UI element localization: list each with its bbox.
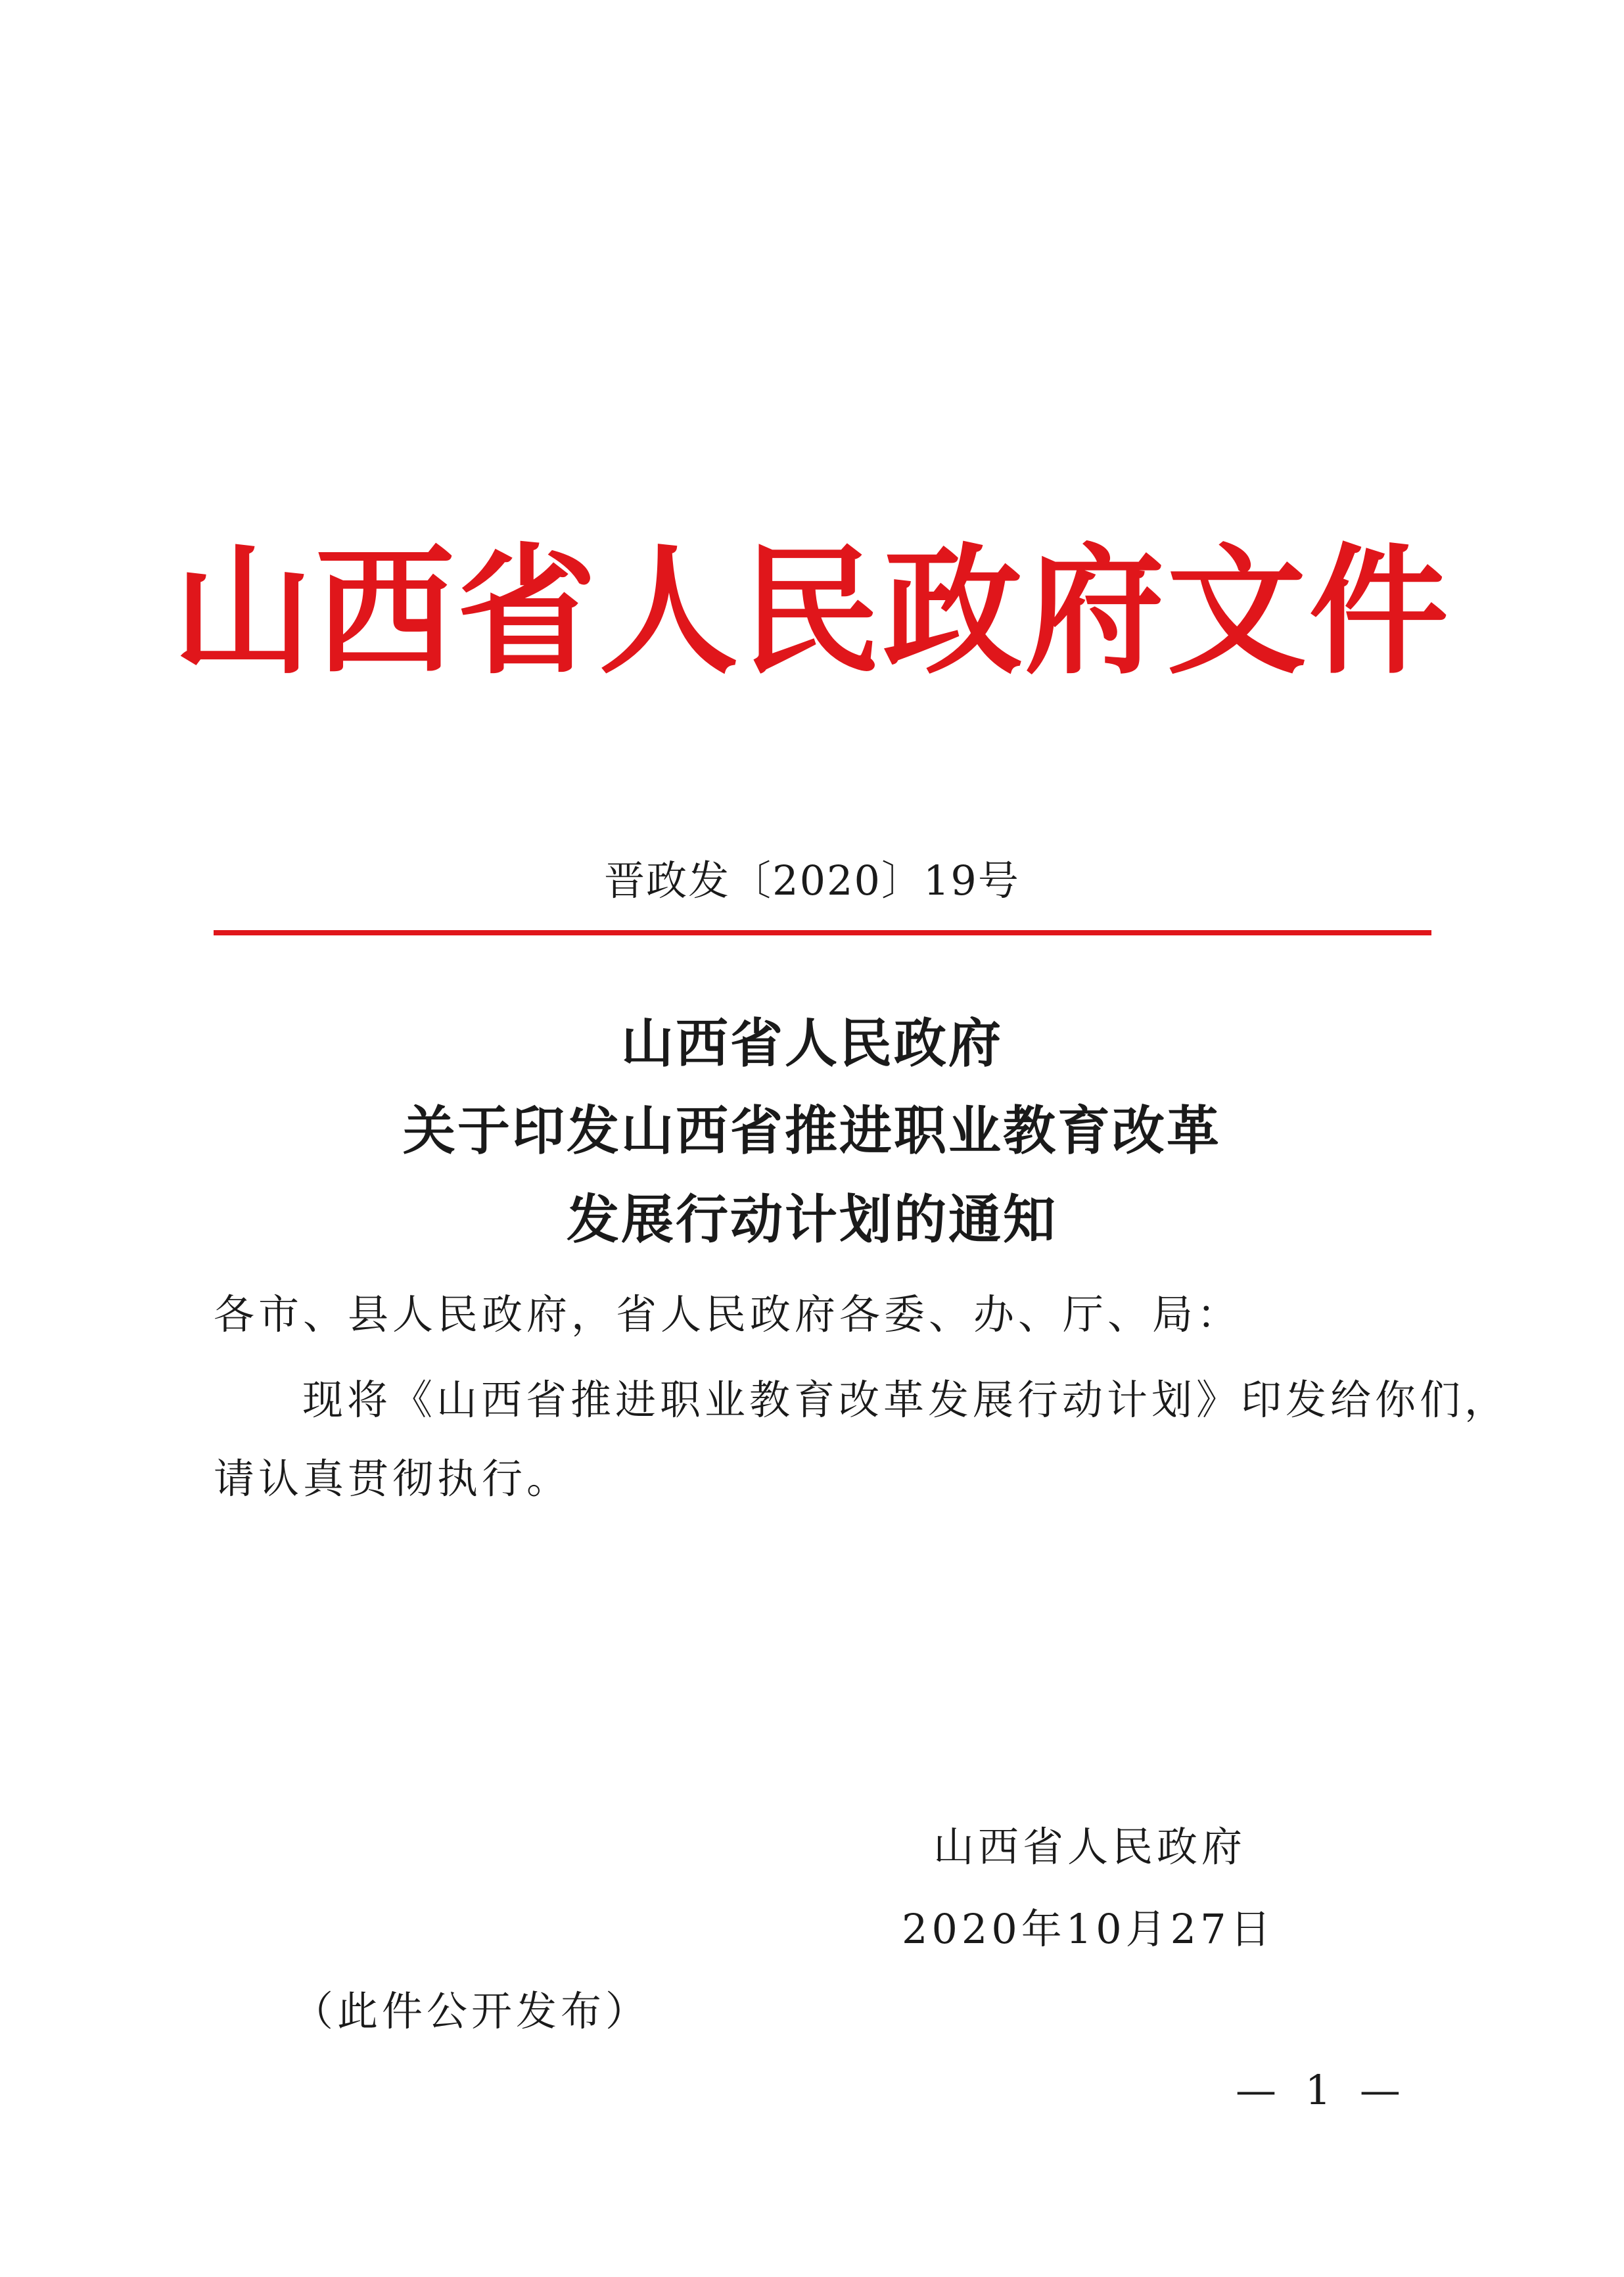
addressee-line: 各市、县人民政府，省人民政府各委、办、厅、局： bbox=[214, 1290, 1242, 1338]
masthead-separator-line bbox=[214, 930, 1431, 935]
notice-title-line-2: 关于印发山西省推进职业教育改革 bbox=[403, 1100, 1221, 1162]
document-masthead: 山西省人民政府文件 bbox=[173, 529, 1451, 693]
page-number: — 1 — bbox=[1236, 2066, 1408, 2114]
notice-title-line-1: 山西省人民政府 bbox=[621, 1012, 1003, 1074]
notice-title-line-3: 发展行动计划的通知 bbox=[567, 1188, 1057, 1250]
document-number: 晋政发〔2020〕19号 bbox=[604, 857, 1020, 904]
signature-organization: 山西省人民政府 bbox=[933, 1823, 1247, 1871]
body-paragraph-line-2: 请认真贯彻执行。 bbox=[214, 1455, 572, 1503]
public-release-note: （此件公开发布） bbox=[292, 1987, 651, 2035]
signature-date: 2020年10月27日 bbox=[902, 1905, 1275, 1953]
body-paragraph-line-1: 现将《山西省推进职业教育改革发展行动计划》印发给你们， bbox=[302, 1376, 1510, 1424]
